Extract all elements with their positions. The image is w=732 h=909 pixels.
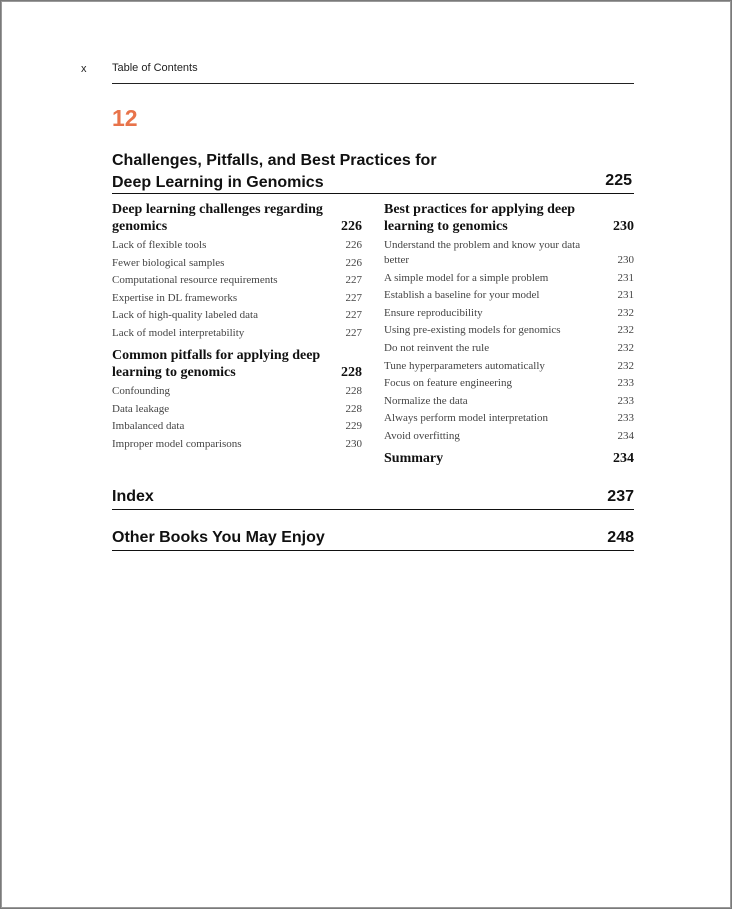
- toc-entry[interactable]: [112, 326, 362, 341]
- section-title: Best practices for applying deep learning to genomics: [384, 202, 576, 234]
- entry-page: 227: [345, 326, 362, 339]
- section-page: 228: [341, 364, 362, 380]
- toc-entry[interactable]: [384, 376, 634, 391]
- entry-page: 230: [345, 437, 362, 450]
- header-rule: [112, 83, 634, 84]
- entry-page: 231: [617, 289, 634, 302]
- entry-title: Lack of flexible tools: [112, 239, 207, 251]
- toc-section[interactable]: [112, 347, 362, 381]
- entry-page: 227: [345, 291, 362, 304]
- toc-entry[interactable]: [112, 291, 362, 306]
- toc-section[interactable]: [384, 201, 634, 235]
- toc-entry-list: [112, 384, 362, 452]
- running-header: Table of Contents: [112, 62, 198, 74]
- toc-entry[interactable]: [112, 384, 362, 399]
- entry-title: Tune hyperparameters automatically: [384, 359, 545, 372]
- entry-title: Always perform model interpretation: [384, 412, 549, 425]
- entry-title: A simple model for a simple problem: [384, 271, 549, 284]
- document-page: [1, 1, 731, 908]
- entry-page: 233: [617, 412, 634, 425]
- toc-entry[interactable]: [384, 271, 634, 286]
- entry-page: 233: [617, 377, 634, 390]
- toc-index-link[interactable]: [112, 488, 634, 510]
- toc-right-column: [384, 201, 634, 473]
- entry-title: Normalize the data: [384, 394, 468, 407]
- entry-title: Computational resource requirements: [112, 274, 278, 287]
- entry-title: Do not reinvent the rule: [384, 341, 490, 354]
- toc-entry[interactable]: [112, 273, 362, 288]
- entry-page: 226: [345, 239, 362, 251]
- entry-page: 226: [345, 256, 362, 269]
- chapter-title[interactable]: [112, 150, 592, 194]
- toc-entry[interactable]: [384, 359, 634, 374]
- chapter-number: 12: [112, 105, 138, 131]
- section-page: 226: [341, 219, 362, 234]
- toc-entry[interactable]: [112, 437, 362, 452]
- toc-entry[interactable]: [384, 429, 634, 444]
- entry-title: Data leakage: [112, 402, 170, 415]
- toc-entry[interactable]: [384, 411, 634, 426]
- toc-section[interactable]: [112, 201, 362, 235]
- entry-page: 228: [345, 402, 362, 415]
- toc-left-column: [112, 201, 362, 458]
- section-title: Summary: [384, 450, 444, 466]
- entry-title: Establish a baseline for your model: [384, 289, 540, 302]
- toc-entry[interactable]: [112, 308, 362, 323]
- entry-title: Focus on feature engineering: [384, 377, 512, 390]
- toc-entry-list: [384, 238, 634, 444]
- section-page: 230: [613, 219, 634, 234]
- entry-page: 232: [617, 359, 634, 372]
- toc-entry[interactable]: [112, 402, 362, 417]
- entry-title: Imbalanced data: [112, 420, 185, 433]
- entry-page: 227: [345, 274, 362, 287]
- toc-entry-list: [112, 238, 362, 341]
- toc-entry[interactable]: [384, 238, 634, 268]
- entry-title: Fewer biological samples: [112, 256, 225, 269]
- toc-entry[interactable]: [384, 306, 634, 321]
- entry-page: 234: [617, 429, 634, 442]
- toc-section[interactable]: [384, 450, 634, 467]
- entry-page: 232: [617, 324, 634, 337]
- toc-entry[interactable]: [112, 256, 362, 271]
- entry-page: 232: [617, 306, 634, 319]
- toc-entry[interactable]: [384, 341, 634, 356]
- entry-page: 230: [617, 254, 634, 266]
- index-page: 237: [607, 488, 634, 505]
- section-title: Deep learning challenges regarding genomics: [112, 202, 323, 234]
- entry-page: 227: [345, 309, 362, 322]
- other-books-title: Other Books You May Enjoy: [112, 529, 325, 546]
- entry-title: Avoid overfitting: [384, 429, 460, 442]
- entry-title: Improper model comparisons: [112, 437, 242, 450]
- entry-page: 231: [617, 271, 634, 284]
- entry-title: Lack of model interpretability: [112, 326, 245, 339]
- toc-entry[interactable]: [384, 394, 634, 409]
- chapter-page-number: 225: [605, 172, 632, 189]
- entry-title: Expertise in DL frameworks: [112, 291, 238, 304]
- section-page: 234: [613, 450, 634, 466]
- page-number: x: [81, 63, 87, 75]
- other-books-page: 248: [607, 529, 634, 546]
- entry-page: 233: [617, 394, 634, 407]
- entry-title: Understand the problem and know your data better: [384, 239, 581, 266]
- toc-other-books-link[interactable]: [112, 529, 634, 551]
- toc-entry[interactable]: [384, 288, 634, 303]
- toc-entry[interactable]: [384, 323, 634, 338]
- entry-title: Using pre-existing models for genomics: [384, 324, 561, 337]
- index-title: Index: [112, 488, 154, 505]
- entry-title: Confounding: [112, 384, 171, 397]
- chapter-rule: [112, 193, 634, 194]
- entry-title: Lack of high-quality labeled data: [112, 309, 258, 322]
- toc-entry[interactable]: [112, 238, 362, 253]
- toc-entry[interactable]: [112, 419, 362, 434]
- entry-title: Ensure reproducibility: [384, 306, 483, 319]
- chapter-title-line2: Deep Learning in Genomics: [112, 174, 324, 191]
- chapter-title-line1: Challenges, Pitfalls, and Best Practices for: [112, 152, 437, 169]
- entry-page: 228: [345, 384, 362, 397]
- entry-page: 232: [617, 341, 634, 354]
- entry-page: 229: [345, 420, 362, 433]
- section-title: Common pitfalls for applying deep learning to genomics: [112, 347, 321, 380]
